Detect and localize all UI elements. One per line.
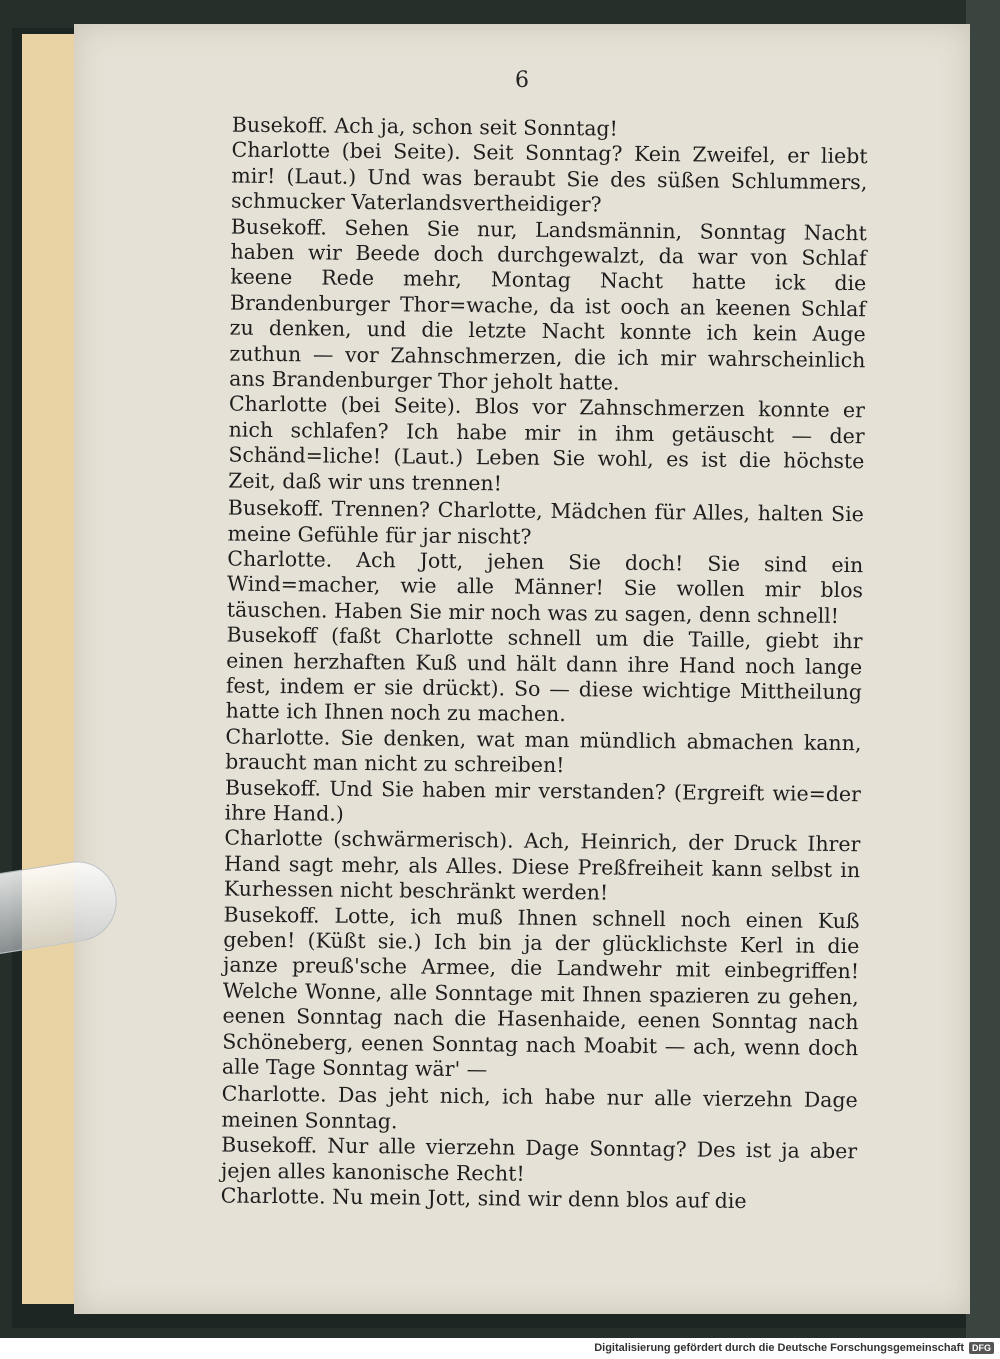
paragraph: Busekoff. Ach ja, schon seit Sonntag!: [231, 112, 618, 141]
paragraph: Busekoff. Sehen Sie nur, Landsmännin, Sonntag Nacht haben wir Beede doch durchgewalzt, da war von Schlaf keene Rede mehr, Montag Nacht hatte ick die Brandenburger Thor=wache, da ist ooch an keenen Schlaf zu denken, und die letzte Nacht konnte ich kein Auge zuthun — vor Zahnschmerzen, die ich mir wahrscheinlich ans Brandenburger Thor jeholt hatte.: [229, 214, 867, 395]
book-spine: [966, 0, 1000, 1338]
dfg-logo: DFG: [969, 1342, 994, 1354]
page-number: 6: [515, 68, 529, 93]
paragraph: Charlotte. Nu mein Jott, sind wir denn blos auf die: [220, 1183, 747, 1214]
paragraph: Busekoff. Und Sie haben mir verstanden? (Ergreift wie=der ihre Hand.): [224, 775, 862, 826]
paragraph: Busekoff. Lotte, ich muß Ihnen schnell noch einen Kuß geben! (Küßt sie.) Ich bin ja der glücklichste Kerl in die janze preuß'sche Armee, die Landwehr mit einbegriffen! Welche Wonne, alle Sonntage mit Ihnen spazieren zu gehen, eenen Sonntag nach die Hasenhaide, eenen Sonntag nach Schöneberg, eenen Sonntag nach Moabit — ach, wenn doch alle Tage Sonntag wär' —: [221, 902, 860, 1082]
paragraph: Charlotte. Das jeht nich, ich habe nur alle vierzehn Dage meinen Sonntag.: [221, 1081, 858, 1134]
paragraph: Charlotte (schwärmerisch). Ach, Heinrich, der Druck Ihrer Hand sagt mehr, als Alles. Diese Preßfreiheit kann selbst in Kurhessen nicht beschränkt werden!: [223, 825, 861, 905]
paragraph: Busekoff. Trennen? Charlotte, Mädchen für Alles, halten Sie meine Gefühle für jar nischt?: [227, 495, 864, 549]
footer-bar: [0, 1338, 1000, 1359]
paragraph: Busekoff (faßt Charlotte schnell um die Taille, giebt ihr einen herzhaften Kuß und hält dann ihre Hand noch lange fest, indem er sie drückt). So — diese wichtige Mittheilung hatte ich Ihnen noch zu machen.: [225, 622, 863, 727]
paragraph: Busekoff. Nur alle vierzehn Dage Sonntag? Des ist ja aber jejen alles kanonische Recht!: [220, 1132, 858, 1186]
paragraph: Charlotte (bei Seite). Blos vor Zahnschmerzen konnte er nich schlafen? Ich habe mir in ihm getäuscht — der Schänd=liche! (Laut.) Leben Sie wohl, es ist die höchste Zeit, daß wir uns trennen!: [228, 392, 866, 496]
paragraph: Charlotte (bei Seite). Seit Sonntag? Kein Zweifel, er liebt mir! (Laut.) Und was beraubt Sie des süßen Schlummers, schmucker Vaterlandsvertheidiger?: [230, 137, 868, 217]
paragraph: Charlotte. Ach Jott, jehen Sie doch! Sie sind ein Wind=macher, wie alle Männer! Sie wollen mir blos täuschen. Haben Sie mir noch was zu sagen, denn schnell!: [226, 546, 864, 628]
paragraph: Charlotte. Sie denken, wat man mündlich abmachen kann, braucht man nicht zu schreiben!: [225, 724, 862, 778]
page-text: [167, 112, 868, 1216]
funding-credit: Digitalisierung gefördert durch die Deutsche Forschungsgemeinschaft: [594, 1342, 964, 1354]
